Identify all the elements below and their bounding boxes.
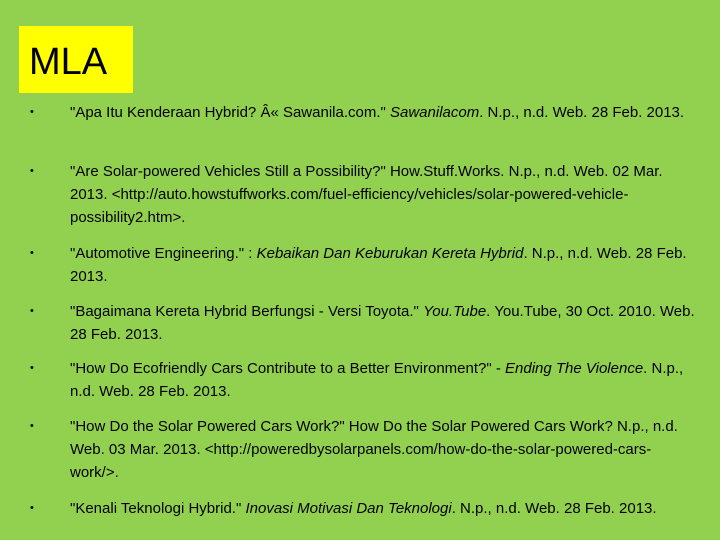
bullet-icon: • — [30, 502, 34, 514]
reference-part-italic: You.Tube — [423, 303, 487, 320]
reference-part: . N.p., n.d. Web. 28 Feb. 2013. — [479, 104, 685, 121]
reference-part: . N.p., n.d. Web. 28 Feb. 2013. — [70, 245, 687, 285]
bullet-icon: • — [30, 420, 34, 432]
reference-item — [30, 101, 696, 124]
reference-part: . N.p., n.d. Web. 28 Feb. 2013. — [451, 500, 657, 517]
reference-part: "Automotive Engineering." : — [70, 245, 257, 262]
bullet-icon: • — [30, 165, 34, 177]
reference-text — [70, 163, 663, 226]
reference-text — [70, 500, 657, 517]
reference-part-italic: Inovasi Motivasi Dan Teknologi — [245, 500, 452, 517]
reference-part: "Bagaimana Kereta Hybrid Berfungsi - Versi Toyota." — [70, 303, 424, 320]
reference-text — [70, 245, 687, 285]
reference-part: "Are Solar-powered Vehicles Still a Possibility?" How.Stuff.Works. N.p., n.d. Web. 02 Mar. 2013. <http://auto.howstuffworks.com/fuel-efficiency/vehicles/solar-powered-vehicle-possibility2.htm>. — [70, 163, 663, 226]
reference-text — [70, 303, 695, 343]
reference-item — [30, 497, 696, 520]
bullet-icon: • — [30, 305, 34, 317]
bullet-icon: • — [30, 106, 34, 118]
reference-part-italic: Ending The Violence — [505, 360, 644, 377]
reference-part-italic: Sawanilacom — [390, 104, 480, 121]
reference-part: "Kenali Teknologi Hybrid." — [70, 500, 246, 517]
reference-part: "How Do Ecofriendly Cars Contribute to a Better Environment?" - — [70, 360, 505, 377]
reference-part: . You.Tube, 30 Oct. 2010. Web. 28 Feb. 2013. — [70, 303, 695, 343]
reference-part: "Apa Itu Kenderaan Hybrid? Â« Sawanila.com." — [70, 104, 390, 121]
bullet-icon: • — [30, 362, 34, 374]
slide-title: MLA — [29, 41, 108, 83]
reference-part: "How Do the Solar Powered Cars Work?" How Do the Solar Powered Cars Work? N.p., n.d. Web. 03 Mar. 2013. <http://poweredbysolarpanels.com/how-do-the-solar-powered-cars-work/>. — [70, 418, 678, 481]
reference-text — [70, 104, 684, 121]
reference-part-italic: Kebaikan Dan Keburukan Kereta Hybrid — [256, 245, 524, 262]
reference-text — [70, 418, 678, 481]
reference-item — [30, 357, 696, 403]
reference-item — [30, 242, 696, 288]
reference-item — [30, 300, 696, 346]
reference-item — [30, 160, 696, 229]
reference-item — [30, 415, 696, 484]
reference-text — [70, 360, 683, 400]
bullet-icon: • — [30, 247, 34, 259]
reference-part: . N.p., n.d. Web. 28 Feb. 2013. — [70, 360, 684, 400]
